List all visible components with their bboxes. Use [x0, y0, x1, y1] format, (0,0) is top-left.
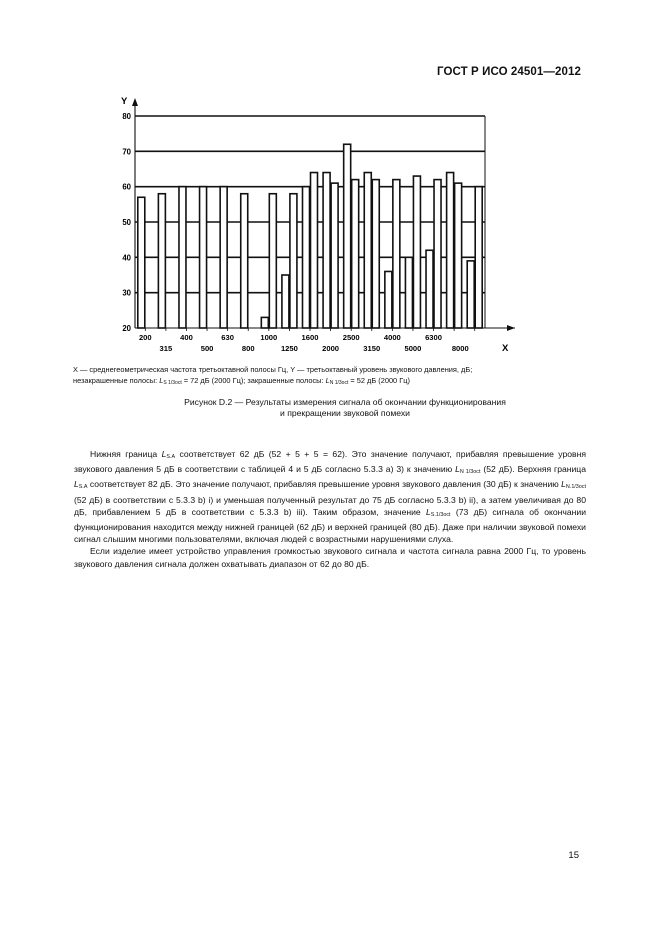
figure-legend	[73, 364, 593, 389]
x-tick-label-1250: 1250	[280, 344, 298, 353]
y-axis-arrow	[132, 98, 138, 106]
y-tick-label-70: 70	[122, 147, 131, 157]
x-tick-label-2500: 2500	[342, 333, 360, 342]
bar-signal-4000	[405, 257, 412, 328]
bar-signal-2000	[344, 144, 351, 328]
bar-signal-315	[179, 187, 186, 328]
paragraph-2: Если изделие имеет устройство управления громкостью звукового сигнала и частота сигнала равна 2000 Гц, то уровень звукового давления сигнала должен охватывать диапазон от 62 до 80 дБ.	[74, 546, 586, 569]
paragraph-1: Нижняя граница $L_{S.A}$ соответствует 62 дБ (52 + 5 + 5 = 62). Это значение получают, прибавляя превышение уровня звукового давления 5 дБ в соответствии с таблицей 4 и 5 дБ согласно 5.3.3 а) 3) к значению $L_{N 1/3oct}$ (52 дБ). Верхняя граница $L_{S.A}$ соответствует 82 дБ. Это значение получают, прибавляя превышение уровня звукового давления (30 дБ) к значению $L_{N.1/3oct}$ (52 дБ) в соответствии с 5.3.3 b) i) и уменьшая полученный результат до 75 дБ согласно 5.3.3 b) ii), а затем увеличивая до 80 дБ, прибавлением 5 дБ в соответствии с 5.3.3 b) iii). Таким образом, значение $L_{S.1/3oct}$ (73 дБ) сигнала об окончании функционирования находится между нижней границей (62 дБ) и верхней границей (80 дБ). Даже при наличии звуковой помехи сигнал слышим многими пользователями, включая людей с возрастными нарушениями слуха.	[74, 449, 587, 545]
caption-line-1: Рисунок D.2 — Результаты измерения сигнала об окончании функционирования	[184, 397, 506, 407]
bar-signal-250	[158, 194, 165, 328]
bar-noise-1600	[331, 183, 338, 328]
bar-signal-1000	[282, 275, 289, 328]
bar-signal-1250	[303, 187, 310, 328]
body-text	[74, 448, 586, 570]
bar-noise-2000	[352, 180, 359, 328]
x-tick-label-2000: 2000	[322, 344, 340, 353]
bar-signal-2500	[364, 173, 371, 328]
x-tick-label-6300: 6300	[425, 333, 442, 342]
caption-line-2: и прекращении звуковой помехи	[280, 408, 410, 418]
bar-chart	[100, 90, 530, 360]
bar-noise-1250	[311, 173, 318, 328]
y-tick-label-30: 30	[122, 288, 131, 298]
x-tick-label-315: 315	[159, 344, 173, 353]
bar-signal-630	[241, 194, 248, 328]
document-header: ГОСТ Р ИСО 24501—2012	[436, 66, 581, 78]
bar-signal-6300	[447, 173, 454, 328]
bar-signal-400	[200, 187, 207, 328]
bar-signal-5000	[426, 250, 433, 328]
legend-line-2: незакрашенные полосы: $L_{S 1/3oct} = 72$ дБ (2000 Гц); закрашенные полосы: $L_{N 1/3oct} = 52$ дБ (2000 Гц)	[73, 376, 410, 386]
bar-signal-500	[220, 187, 227, 328]
bar-signal-3150	[385, 271, 392, 328]
bar-noise-4000	[413, 176, 420, 328]
x-axis-label: X	[502, 343, 509, 354]
page-number: 15	[568, 850, 579, 861]
figure-caption	[90, 397, 600, 419]
y-tick-label-40: 40	[122, 253, 131, 263]
x-tick-label-8000: 8000	[451, 344, 469, 353]
x-tick-label-800: 800	[241, 344, 255, 353]
bar-signal-800	[261, 317, 268, 328]
x-tick-label-5000: 5000	[404, 344, 422, 353]
y-tick-label-20: 20	[122, 324, 131, 333]
x-tick-label-500: 500	[200, 344, 214, 353]
bar-noise-3150	[393, 180, 400, 328]
bar-signal-1600	[323, 173, 330, 328]
chart-svg	[100, 90, 530, 360]
bar-noise-8000	[475, 187, 482, 328]
bar-noise-1000	[290, 194, 297, 328]
y-tick-label-50: 50	[122, 218, 131, 227]
x-tick-label-200: 200	[138, 333, 152, 342]
bar-noise-6300	[455, 183, 462, 328]
bar-noise-5000	[434, 180, 441, 328]
bar-signal-200	[138, 197, 145, 328]
x-tick-label-3150: 3150	[363, 344, 381, 353]
bar-noise-800	[269, 194, 276, 328]
x-tick-label-1600: 1600	[301, 333, 319, 342]
bar-signal-8000	[467, 261, 474, 328]
bar-noise-2500	[372, 180, 379, 328]
x-tick-label-1000: 1000	[260, 333, 278, 342]
y-axis-label: Y	[121, 96, 128, 107]
y-tick-label-80: 80	[122, 112, 131, 121]
x-tick-label-4000: 4000	[383, 333, 401, 342]
x-tick-label-400: 400	[180, 333, 193, 342]
y-tick-label-60: 60	[122, 182, 131, 192]
x-axis-arrow	[507, 325, 515, 331]
x-tick-label-630: 630	[221, 333, 234, 342]
legend-line-1: X — среднегеометрическая частота третьоктавной полосы Гц, Y — третьоктавный уровень звукового давления, дБ;	[73, 365, 473, 374]
